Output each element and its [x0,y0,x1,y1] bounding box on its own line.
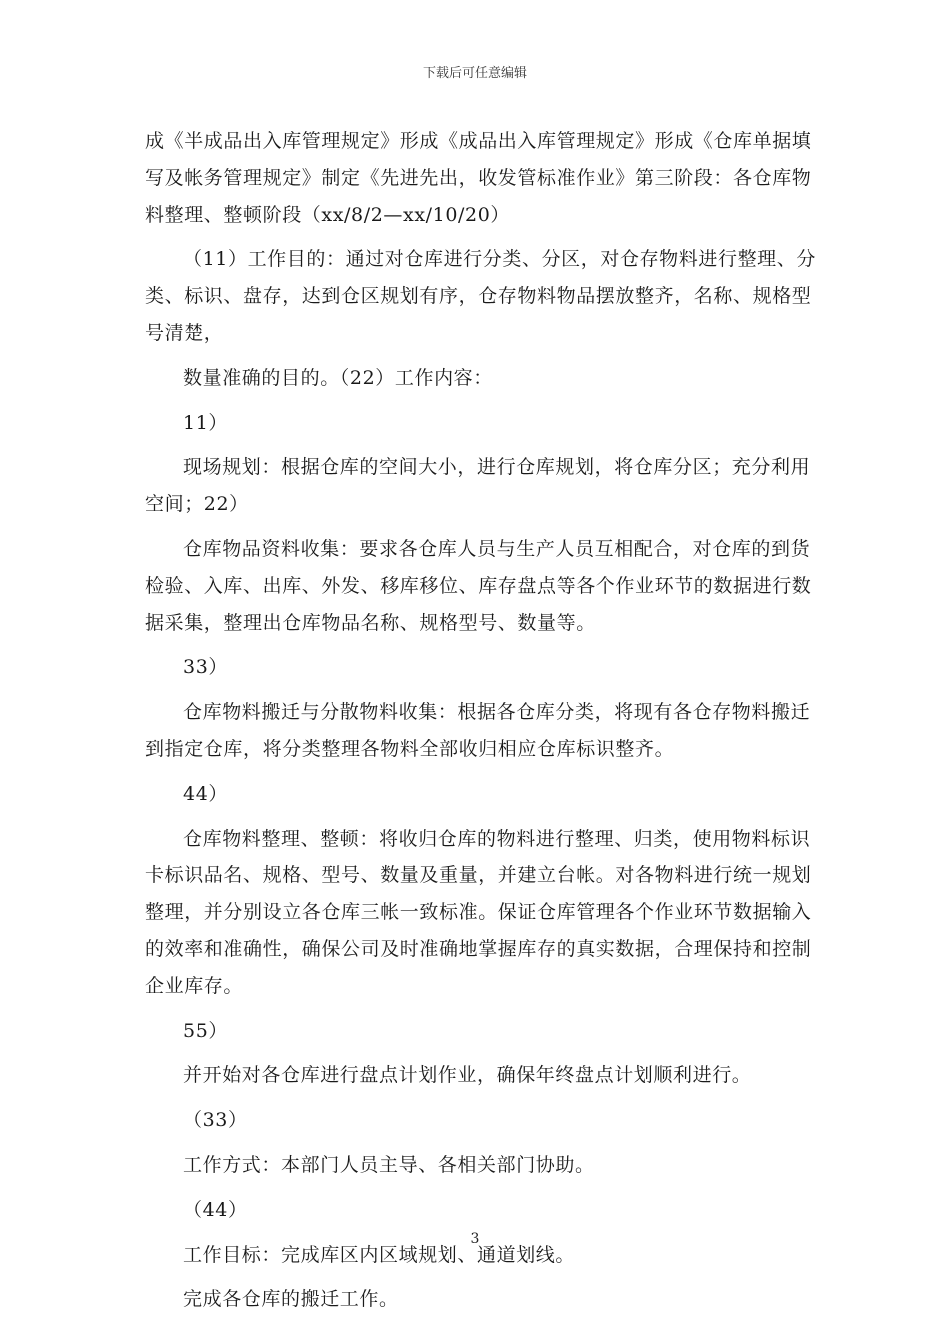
text-line: 检验、入库、出库、外发、移库移位、库存盘点等各个作业环节的数据进行数 [145,574,812,597]
text-line: 工作方式：本部门人员主导、各相关部门协助。 [183,1153,595,1176]
paragraph [145,531,810,641]
page-header: 下载后可任意编辑 [422,66,527,81]
paragraph [145,649,810,686]
paragraph [145,1192,810,1229]
paragraph [145,360,810,397]
text-line: 卡标识品名、规格、型号、数量及重量，并建立台帐。对各物料进行统一规划 [145,864,812,887]
text-line: 写及帐务管理规定》制定《先进先出，收发管标准作业》第三阶段：各仓库物 [145,166,812,189]
paragraph [145,1102,810,1139]
text-line: 类、标识、盘存，达到仓区规划有序，仓存物料物品摆放整齐，名称、规格型 [145,285,812,308]
text-line: 的效率和准确性，确保公司及时准确地掌握库存的真实数据，合理保持和控制 [145,937,812,960]
text-line: （33） [183,1109,248,1132]
text-line: 工作目标：完成库区内区域规划、通道划线。 [183,1243,576,1266]
text-line: 到指定仓库，将分类整理各物料全部收归相应仓库标识整齐。 [145,737,675,760]
page-number: 3 [470,1231,480,1247]
text-line: 据采集，整理出仓库物品名称、规格型号、数量等。 [145,611,596,634]
text-line: （11）工作目的：通过对仓库进行分类、分区，对仓存物料进行整理、分 [183,248,816,271]
text-line: 料整理、整顿阶段（xx/8/2—xx/10/20） [145,203,510,226]
text-line: 号清楚， [145,321,224,344]
text-line: 成《半成品出入库管理规定》形成《成品出入库管理规定》形成《仓库单据填 [145,130,812,152]
text-line: 完成各仓库的搬迁工作。 [183,1288,399,1311]
text-line: 55） [183,1019,228,1042]
text-line: 并开始对各仓库进行盘点计划作业，确保年终盘点计划顺利进行。 [183,1064,752,1087]
text-line: 仓库物料整理、整顿：将收归仓库的物料进行整理、归类，使用物料标识 [183,827,811,850]
paragraph [145,1281,810,1318]
text-line: 空间；22） [145,493,249,516]
paragraph [145,405,810,442]
paragraph [145,776,810,813]
text-line: 现场规划：根据仓库的空间大小，进行仓库规划，将仓库分区；充分利用 [183,456,811,479]
text-line: 33） [183,656,228,679]
text-line: 企业库存。 [145,974,244,997]
paragraph [145,123,810,233]
paragraph [145,1147,810,1184]
text-line: （44） [183,1198,248,1221]
paragraph [145,449,810,523]
text-line: 44） [183,782,228,805]
text-line: 仓库物料搬迁与分散物料收集：根据各仓库分类，将现有各仓存物料搬迁 [183,701,811,724]
paragraph [145,1013,810,1050]
text-line: 整理，并分别设立各仓库三帐一致标准。保证仓库管理各个作业环节数据输入 [145,901,812,924]
text-line: 数量准确的目的。（22）工作内容： [183,366,493,389]
paragraph [145,821,810,1005]
paragraph [145,694,810,768]
document-body [145,123,816,1318]
paragraph [145,241,816,351]
text-line: 仓库物品资料收集：要求各仓库人员与生产人员互相配合，对仓库的到货 [183,537,811,560]
paragraph [145,1057,810,1094]
text-line: 11） [183,411,228,434]
